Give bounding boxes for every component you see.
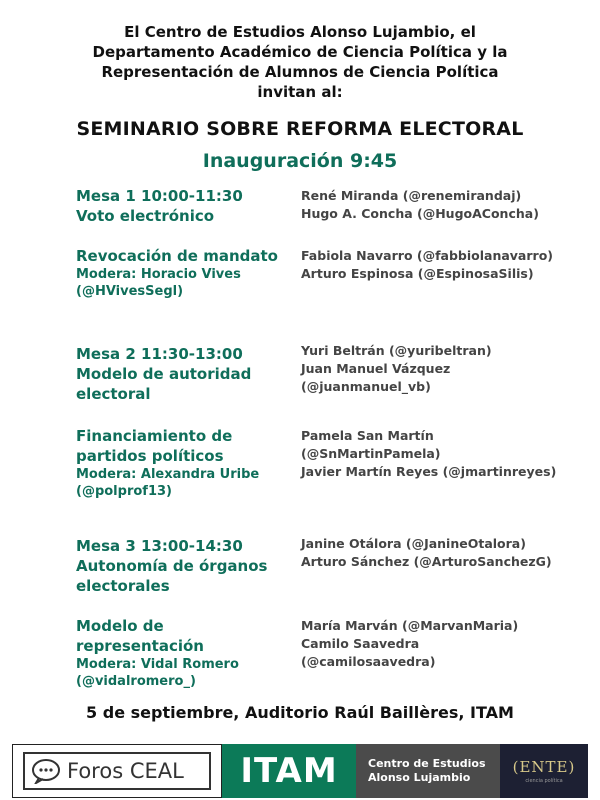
- chat-bubble-icon: [31, 758, 61, 784]
- session-heading: Modelo de autoridad: [76, 365, 252, 383]
- ceal-logo: [356, 744, 500, 798]
- foros-ceal-logo: [12, 744, 222, 798]
- ente-logo: [500, 744, 588, 798]
- itam-logo: [222, 744, 356, 798]
- session-info: [76, 536, 296, 596]
- speakers: [301, 187, 591, 223]
- intro-line: Departamento Académico de Ciencia Política y la: [92, 43, 508, 61]
- session-info: [76, 186, 296, 226]
- speaker: Camilo Saavedra: [301, 636, 420, 651]
- session-heading: Autonomía de órganos: [76, 557, 268, 575]
- foros-ceal-frame: [23, 752, 211, 790]
- speaker: Arturo Espinosa (@EspinosaSilis): [301, 266, 534, 281]
- session-info: [76, 616, 296, 690]
- session-info: [76, 426, 296, 500]
- session-heading: electorales: [76, 577, 170, 595]
- speakers: [301, 617, 591, 671]
- date-venue: 5 de septiembre, Auditorio Raúl Baillères, ITAM: [86, 703, 514, 722]
- speaker: Juan Manuel Vázquez: [301, 361, 451, 376]
- moderator: Modera: Alexandra Uribe: [76, 467, 260, 482]
- speaker: (@juanmanuel_vb): [301, 379, 431, 394]
- speaker: Fabiola Navarro (@fabbiolanavarro): [301, 248, 554, 263]
- seminar-title: SEMINARIO SOBRE REFORMA ELECTORAL: [76, 118, 524, 140]
- session-heading: representación: [76, 637, 204, 655]
- ente-sublabel: ciencia política: [525, 778, 563, 784]
- speaker: (@camilosaavedra): [301, 654, 436, 669]
- itam-label: ITAM: [240, 751, 338, 791]
- speakers: [301, 247, 591, 283]
- session-heading: Mesa 1 10:00-11:30: [76, 187, 243, 205]
- speaker: Yuri Beltrán (@yuribeltran): [301, 343, 492, 358]
- speaker: María Marván (@MarvanMaria): [301, 618, 519, 633]
- speaker: Pamela San Martín: [301, 428, 434, 443]
- speaker: Javier Martín Reyes (@jmartinreyes): [301, 464, 557, 479]
- moderator: Modera: Vidal Romero: [76, 657, 239, 672]
- ente-label: (ENTE): [512, 758, 576, 776]
- speaker: Arturo Sánchez (@ArturoSanchezG): [301, 554, 552, 569]
- ceal-label: Centro de Estudios: [368, 757, 486, 770]
- session-heading: Mesa 2 11:30-13:00: [76, 345, 243, 363]
- ceal-label: Alonso Lujambio: [368, 771, 471, 784]
- moderator: (@HVivesSegl): [76, 284, 184, 299]
- moderator: (@vidalromero_): [76, 674, 196, 689]
- logo-bar: [12, 744, 588, 798]
- session-heading: partidos políticos: [76, 447, 224, 465]
- session-heading: Financiamiento de: [76, 427, 233, 445]
- session-heading: Revocación de mandato: [76, 247, 278, 265]
- speaker: (@SnMartinPamela): [301, 446, 441, 461]
- moderator: Modera: Horacio Vives: [76, 267, 241, 282]
- session-heading: Modelo de: [76, 617, 164, 635]
- intro-line: El Centro de Estudios Alonso Lujambio, el: [124, 23, 476, 41]
- foros-ceal-label: Foros CEAL: [67, 759, 184, 783]
- session-heading: Mesa 3 13:00-14:30: [76, 537, 243, 555]
- inauguration-time: Inauguración 9:45: [202, 150, 398, 172]
- moderator: (@polprof13): [76, 484, 172, 499]
- session-heading: electoral: [76, 385, 151, 403]
- session-info: [76, 344, 296, 404]
- session-info: [76, 246, 296, 300]
- speakers: [301, 427, 591, 481]
- intro-line: invitan al:: [257, 83, 343, 101]
- speakers: [301, 342, 591, 396]
- speaker: Janine Otálora (@JanineOtalora): [301, 536, 526, 551]
- speaker: Hugo A. Concha (@HugoAConcha): [301, 206, 539, 221]
- speakers: [301, 535, 591, 571]
- speaker: René Miranda (@renemirandaj): [301, 188, 522, 203]
- intro-line: Representación de Alumnos de Ciencia Política: [101, 63, 499, 81]
- session-heading: Voto electrónico: [76, 207, 215, 225]
- intro-text: [0, 22, 600, 102]
